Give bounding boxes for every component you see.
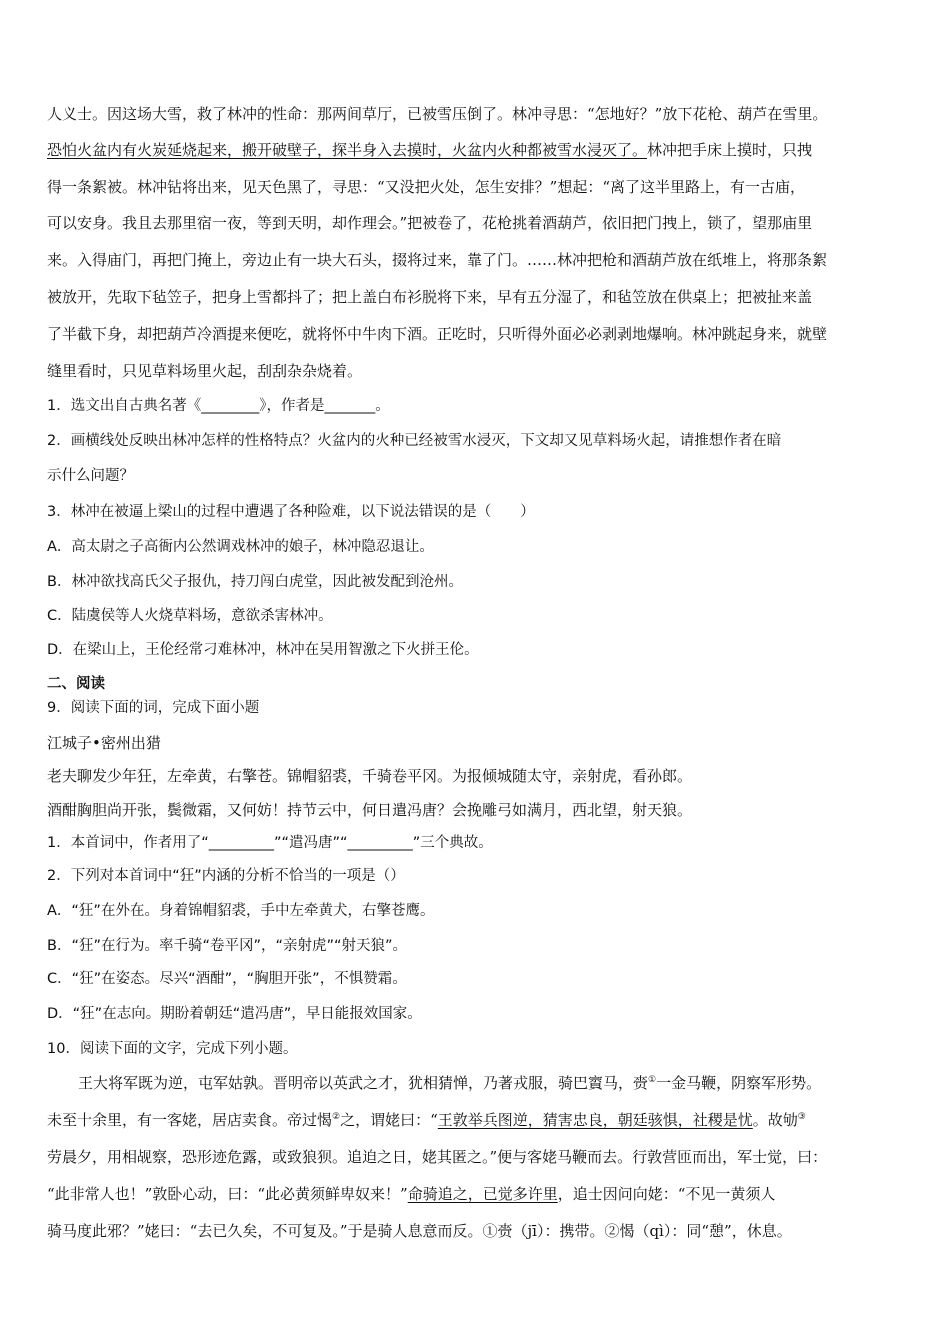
passage2-line: 骑马度此邪？”姥曰：“去已久矣，不可复及。”于是骑人息意而反。①赍（jī）：携带。②愒（qì）：同“憩”，休息。 (47, 1222, 792, 1240)
passage2-text: “此非常人也！”敦卧心动，曰：“此必黄须鲜卑奴来！” (47, 1185, 408, 1203)
option-d: D．“狂”在志向。期盼着朝廷“遣冯唐”，早日能报效国家。 (47, 1006, 422, 1022)
section-heading: 二、阅读 (47, 676, 105, 692)
question-9-1: 1．本首词中，作者用了“_________”“遣冯唐”“_________”三个典故。 (47, 835, 493, 851)
passage2-text: ，追士因问向姥：“不见一黄须人 (557, 1185, 776, 1203)
option-c: C．“狂”在姿态。尽兴“酒酣”，“胸胆开张”，不惧赞霜。 (47, 971, 407, 987)
passage1-line: 得一条絮被。林冲钻将出来，见天色黑了，寻思：“又没把火处，怎生安排？”想起：“离了这半里路上，有一古庙， (47, 178, 806, 196)
poem-line: 老夫聊发少年狂，左牵黄，右擎苍。锦帽貂裘，千骑卷平冈。为报倾城随太守，亲射虎，看孙郎。 (47, 767, 693, 785)
footnote-marker: ③ (797, 1112, 806, 1122)
passage2-line (47, 1110, 806, 1130)
passage1-line: 缝里看时，只见草料场里火起，刮刮杂杂烧着。 (47, 362, 363, 380)
option-d: D．在梁山上，王伦经常刁难林冲，林冲在吴用智激之下火拼王伦。 (47, 642, 479, 658)
question-2: 2．画横线处反映出林冲怎样的性格特点？火盆内的火种已经被雪水浸灭，下文却又见草料场火起，请推想作者在暗 (47, 433, 782, 449)
passage1-text: 林冲把手床上摸时，只拽 (647, 141, 813, 159)
option-a: A．高太尉之子高衙内公然调戏林冲的娘子，林冲隐忍退让。 (47, 539, 434, 555)
passage2-line: 劳晨夕，用相觇察，恐形迹危露，或致狼狈。追迫之日，姥其匿之。”便与客姥马鞭而去。行敦营匝而出，军士觉，曰： (47, 1148, 828, 1166)
footnote-marker: ② (332, 1112, 341, 1122)
passage2-line (47, 1184, 775, 1204)
poem-title: 江城子•密州出猎 (47, 734, 161, 752)
underlined-sentence: 恐怕火盆内有火炭延烧起来，搬开破壁子，探半身入去摸时，火盆内火种都被雪水浸灭了。 (47, 141, 648, 159)
passage1-line (47, 140, 812, 160)
passage2-text: 之，谓姥曰：“ (340, 1111, 438, 1129)
passage2-text: 王大将军既为逆，屯军姑孰。晋明帝以英武之才，犹相猜惮，乃著戎服，骑巴賨马，赍 (78, 1074, 649, 1092)
passage2-text: 一金马鞭，阴察军形势。 (656, 1074, 822, 1092)
question-9-2: 2．下列对本首词中“狂”内涵的分析不恰当的一项是（） (47, 868, 405, 884)
passage1-line: 可以安身。我且去那里宿一夜，等到天明，却作理会。”把被卷了，花枪挑着酒葫芦，依旧把门拽上，锁了，望那庙里 (47, 214, 813, 232)
passage2-text: 未至十余里，有一客姥，居店卖食。帝过愒 (47, 1111, 333, 1129)
option-b: B．“狂”在行为。率千骑“卷平冈”，“亲射虎”“射天狼”。 (47, 938, 408, 954)
underlined-sentence: 王敦举兵图逆，猜害忠良，朝廷骇惧，社稷是忧 (437, 1111, 753, 1129)
underlined-sentence: 命骑追之，已觉多许里 (407, 1185, 558, 1203)
option-b: B．林冲欲找高氏父子报仇，持刀闯白虎堂，因此被发配到沧州。 (47, 574, 463, 590)
passage1-line: 来。入得庙门，再把门掩上，旁边止有一块大石头，掇将过来，靠了门。……林冲把枪和酒葫芦放在纸堆上，将那条絮 (47, 251, 828, 269)
option-c: C．陆虞侯等人火烧草料场，意欲杀害林冲。 (47, 608, 333, 624)
passage1-line: 了半截下身，却把葫芦冷酒提来便吃，就将怀中牛肉下酒。正吃时，只听得外面必必剥剥地爆响。林冲跳起身来，就壁 (47, 325, 828, 343)
passage2-line (78, 1073, 821, 1093)
question-1: 1．选文出自古典名著《________》，作者是_______。 (47, 398, 390, 414)
footnote-marker: ① (648, 1075, 657, 1085)
question-2-cont: 示什么问题？ (47, 468, 134, 484)
question-3: 3．林冲在被逼上梁山的过程中遭遇了各种险难，以下说法错误的是（ ） (47, 504, 535, 520)
poem-line: 酒酣胸胆尚开张，鬓微霜，又何妨！持节云中，何日遣冯唐？会挽雕弓如满月，西北望，射天狼。 (47, 801, 693, 819)
question-9: 9．阅读下面的词，完成下面小题 (47, 700, 260, 716)
passage1-line: 被放开，先取下毡笠子，把身上雪都抖了；把上盖白布衫脱将下来，早有五分湿了，和毡笠放在供桌上；把被扯来盖 (47, 288, 813, 306)
passage2-text: 。故劬 (752, 1111, 798, 1129)
option-a: A．“狂”在外在。身着锦帽貂裘，手中左牵黄犬，右擎苍鹰。 (47, 903, 435, 919)
passage1-line: 人义士。因这场大雪，救了林冲的性命：那两间草厅，已被雪压倒了。林冲寻思：“怎地好？”放下花枪、葫芦在雪里。 (47, 105, 828, 123)
question-10: 10．阅读下面的文字，完成下列小题。 (47, 1041, 298, 1057)
